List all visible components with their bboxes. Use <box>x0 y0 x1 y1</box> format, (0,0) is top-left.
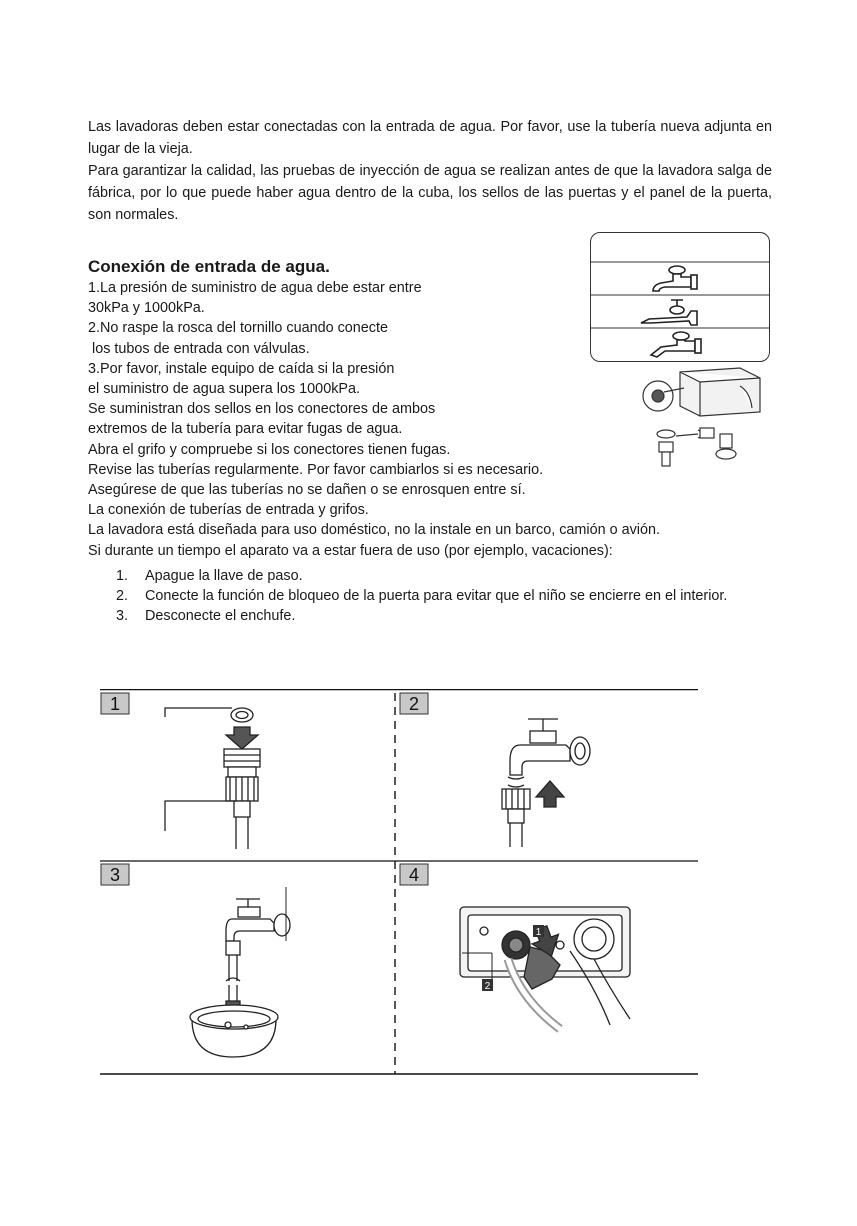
body-line: 3.Por favor, instale equipo de caída si la presión <box>88 360 395 377</box>
body-line: La conexión de tuberías de entrada y grifos. <box>88 502 369 519</box>
body-line: extremos de la tubería para evitar fugas de agua. <box>88 421 403 438</box>
svg-text:1: 1 <box>535 927 542 938</box>
hose-seal-illustration <box>165 708 260 849</box>
svg-text:2: 2 <box>484 981 491 992</box>
faucet-hose-connection-illustration <box>502 719 590 847</box>
intro-text <box>88 116 772 226</box>
body-line: el suministro de agua supera los 1000kPa. <box>88 381 360 398</box>
side-connection-figures <box>640 362 770 478</box>
svg-text:4: 4 <box>408 865 420 885</box>
step-item <box>88 586 748 606</box>
step-item <box>88 606 748 626</box>
panel-number-2 <box>400 693 428 714</box>
panel-number-3 <box>101 864 129 885</box>
body-line: Revise las tuberías regularmente. Por favor cambiarlos si es necesario. <box>88 461 544 478</box>
body-line: 2.No raspe la rosca del tornillo cuando conecte <box>88 320 388 337</box>
body-line: La lavadora está diseñada para uso doméstico, no la instale en un barco, camión o avión. <box>88 522 660 539</box>
faucet-icon <box>651 332 701 357</box>
vacation-steps <box>88 566 748 627</box>
step-text: Desconecte el enchufe. <box>145 608 296 625</box>
body-line: los tubos de entrada con válvulas. <box>88 340 310 357</box>
step-text: Conecte la función de bloqueo de la puerta para evitar que el niño se encierre en el interior. <box>145 588 728 605</box>
panel-number-4 <box>400 864 428 885</box>
installation-steps-svg <box>100 689 698 1075</box>
intro-paragraph-2: Para garantizar la calidad, las pruebas de inyección de agua se realizan antes de que la lavadora salga de fábrica, por lo que puede haber agua dentro de la cuba, los sellos de las puertas y el panel de la puerta, son normales. <box>88 163 772 223</box>
step-number: 2. <box>116 588 129 605</box>
step-text: Apague la llave de paso. <box>145 568 303 584</box>
body-line: Asegúrese de que las tuberías no se dañen o se enrosquen entre sí. <box>88 482 526 499</box>
svg-text:3: 3 <box>109 865 121 885</box>
step-item <box>88 566 748 586</box>
step-number: 1. <box>116 568 129 584</box>
intro-paragraph-1: Las lavadoras deben estar conectadas con la entrada de agua. Por favor, use la tubería nueva adjunta en lugar de la vieja. <box>88 119 772 157</box>
faucet-icon <box>641 300 697 325</box>
body-line: 1.La presión de suministro de agua debe estar entre <box>88 280 422 296</box>
faucet-icon <box>653 266 697 291</box>
section-title: Conexión de entrada de agua. <box>88 257 330 276</box>
svg-text:2: 2 <box>408 694 420 714</box>
body-line: 30kPa y 1000kPa. <box>88 300 205 317</box>
panel-number-1 <box>101 693 129 714</box>
hose-flushing-illustration <box>190 887 290 1057</box>
body-line: Abra el grifo y compruebe si los conectores tienen fugas. <box>88 441 451 458</box>
callout-badge-1 <box>533 925 544 938</box>
body-line: Si durante un tiempo el aparato va a estar fuera de uso (por ejemplo, vacaciones): <box>88 542 613 559</box>
seal-connector-figure <box>657 428 736 466</box>
faucet-types-illustration <box>590 232 770 362</box>
machine-inlet-connection-illustration <box>460 907 630 1029</box>
svg-text:1: 1 <box>109 694 121 714</box>
faucet-icons <box>591 233 769 361</box>
step-number: 3. <box>116 608 129 625</box>
machine-back-figure <box>643 368 760 416</box>
callout-badge-2 <box>482 979 493 992</box>
hose-installation-diagram <box>100 689 698 1075</box>
body-line: Se suministran dos sellos en los conectores de ambos <box>88 401 436 418</box>
